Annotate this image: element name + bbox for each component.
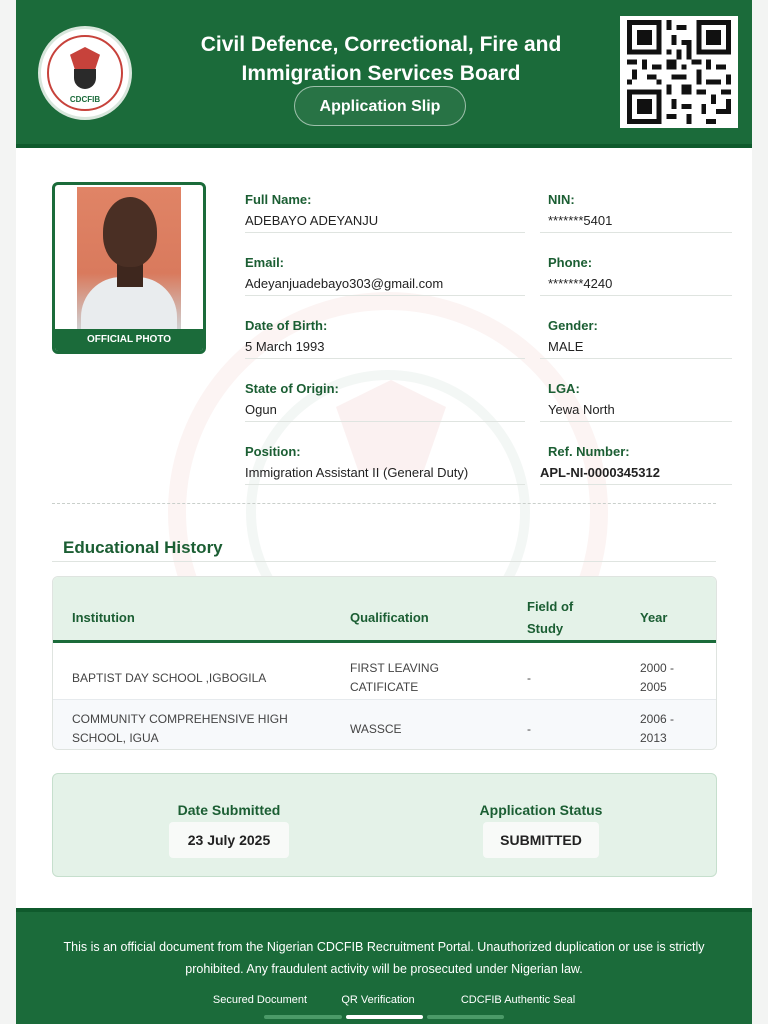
badge-indicator <box>427 1015 504 1019</box>
header-institution: Institution <box>72 610 135 625</box>
nin-field <box>540 190 732 233</box>
dob-field <box>245 316 525 359</box>
dob-label: Date of Birth: <box>245 318 328 333</box>
position-label: Position: <box>245 444 301 459</box>
qr-code-icon <box>620 16 738 128</box>
cell-field-of-study: - <box>527 671 531 685</box>
cell-institution: BAPTIST DAY SCHOOL ,IGBOGILA <box>72 671 267 685</box>
badge-indicator <box>264 1015 342 1019</box>
education-table <box>52 576 717 750</box>
footer-banner <box>16 908 752 1024</box>
lga-label: LGA: <box>548 381 580 396</box>
header-field-of-study: Field of Study <box>527 599 574 636</box>
phone-field <box>540 253 732 296</box>
gender-label: Gender: <box>548 318 598 333</box>
board-title: Civil Defence, Correctional, Fire and Immigration Services Board <box>200 33 562 85</box>
state-of-origin-value: Ogun <box>245 402 277 417</box>
email-value: Adeyanjuadebayo303@gmail.com <box>245 276 444 291</box>
table-row <box>53 653 717 705</box>
section-divider <box>52 503 716 504</box>
application-status-label: Application Status <box>479 802 603 818</box>
full-name-field <box>245 190 525 233</box>
position-field <box>245 442 525 485</box>
lga-field <box>540 379 732 422</box>
applicant-photo <box>77 187 181 331</box>
nin-label: NIN: <box>548 192 575 207</box>
gender-field <box>540 316 732 359</box>
email-field <box>245 253 525 296</box>
cell-year: 2006 - 2013 <box>640 712 675 745</box>
phone-value: *******4240 <box>548 276 613 291</box>
cell-qualification: FIRST LEAVING CATIFICATE <box>350 661 439 694</box>
header-banner <box>16 0 752 148</box>
application-slip-badge: Application Slip <box>294 86 466 126</box>
gender-value: MALE <box>548 339 584 354</box>
cell-qualification: WASSCE <box>350 722 402 736</box>
education-table-header <box>53 577 717 643</box>
footer-notice: This is an official document from the Nigerian CDCFIB Recruitment Portal. Unauthorized duplication or use is strictly prohibited. Any fraudulent activity will be prosecuted under Nigerian law. <box>63 940 705 976</box>
phone-label: Phone: <box>548 255 593 270</box>
header-qualification: Qualification <box>350 610 429 625</box>
badge-indicator-active <box>346 1015 423 1019</box>
qr-verification-badge: QR Verification <box>341 994 415 1006</box>
full-name-label: Full Name: <box>245 192 312 207</box>
official-photo-card <box>52 182 206 354</box>
email-label: Email: <box>245 255 285 270</box>
application-status-value: SUBMITTED <box>483 822 599 858</box>
lga-value: Yewa North <box>548 402 615 417</box>
position-value: Immigration Assistant II (General Duty) <box>245 465 469 480</box>
date-submitted-value: 23 July 2025 <box>169 822 289 858</box>
cell-year: 2000 - 2005 <box>640 661 675 694</box>
state-of-origin-field <box>245 379 525 422</box>
ref-number-field <box>540 442 732 485</box>
dob-value: 5 March 1993 <box>245 339 325 354</box>
ref-number-value: APL-NI-0000345312 <box>540 465 660 480</box>
educational-history-title: Educational History <box>63 538 223 557</box>
cell-field-of-study: - <box>527 722 531 736</box>
cell-institution: COMMUNITY COMPREHENSIVE HIGH SCHOOL, IGUA <box>72 712 288 745</box>
authentic-seal-badge: CDCFIB Authentic Seal <box>460 994 576 1006</box>
submission-summary <box>52 773 717 877</box>
educational-history-rule <box>52 561 716 562</box>
state-of-origin-label: State of Origin: <box>245 381 339 396</box>
secured-document-badge: Secured Document <box>212 994 308 1006</box>
header-year: Year <box>640 610 668 625</box>
nin-value: *******5401 <box>548 213 613 228</box>
ref-number-label: Ref. Number: <box>548 444 630 459</box>
cdcfib-emblem-icon <box>38 26 132 120</box>
full-name-value: ADEBAYO ADEYANJU <box>245 213 379 228</box>
table-row <box>53 700 717 750</box>
official-photo-label: OFFICIAL PHOTO <box>55 329 203 351</box>
date-submitted-label: Date Submitted <box>177 802 281 818</box>
emblem-abbreviation: CDCFIB <box>69 95 101 104</box>
